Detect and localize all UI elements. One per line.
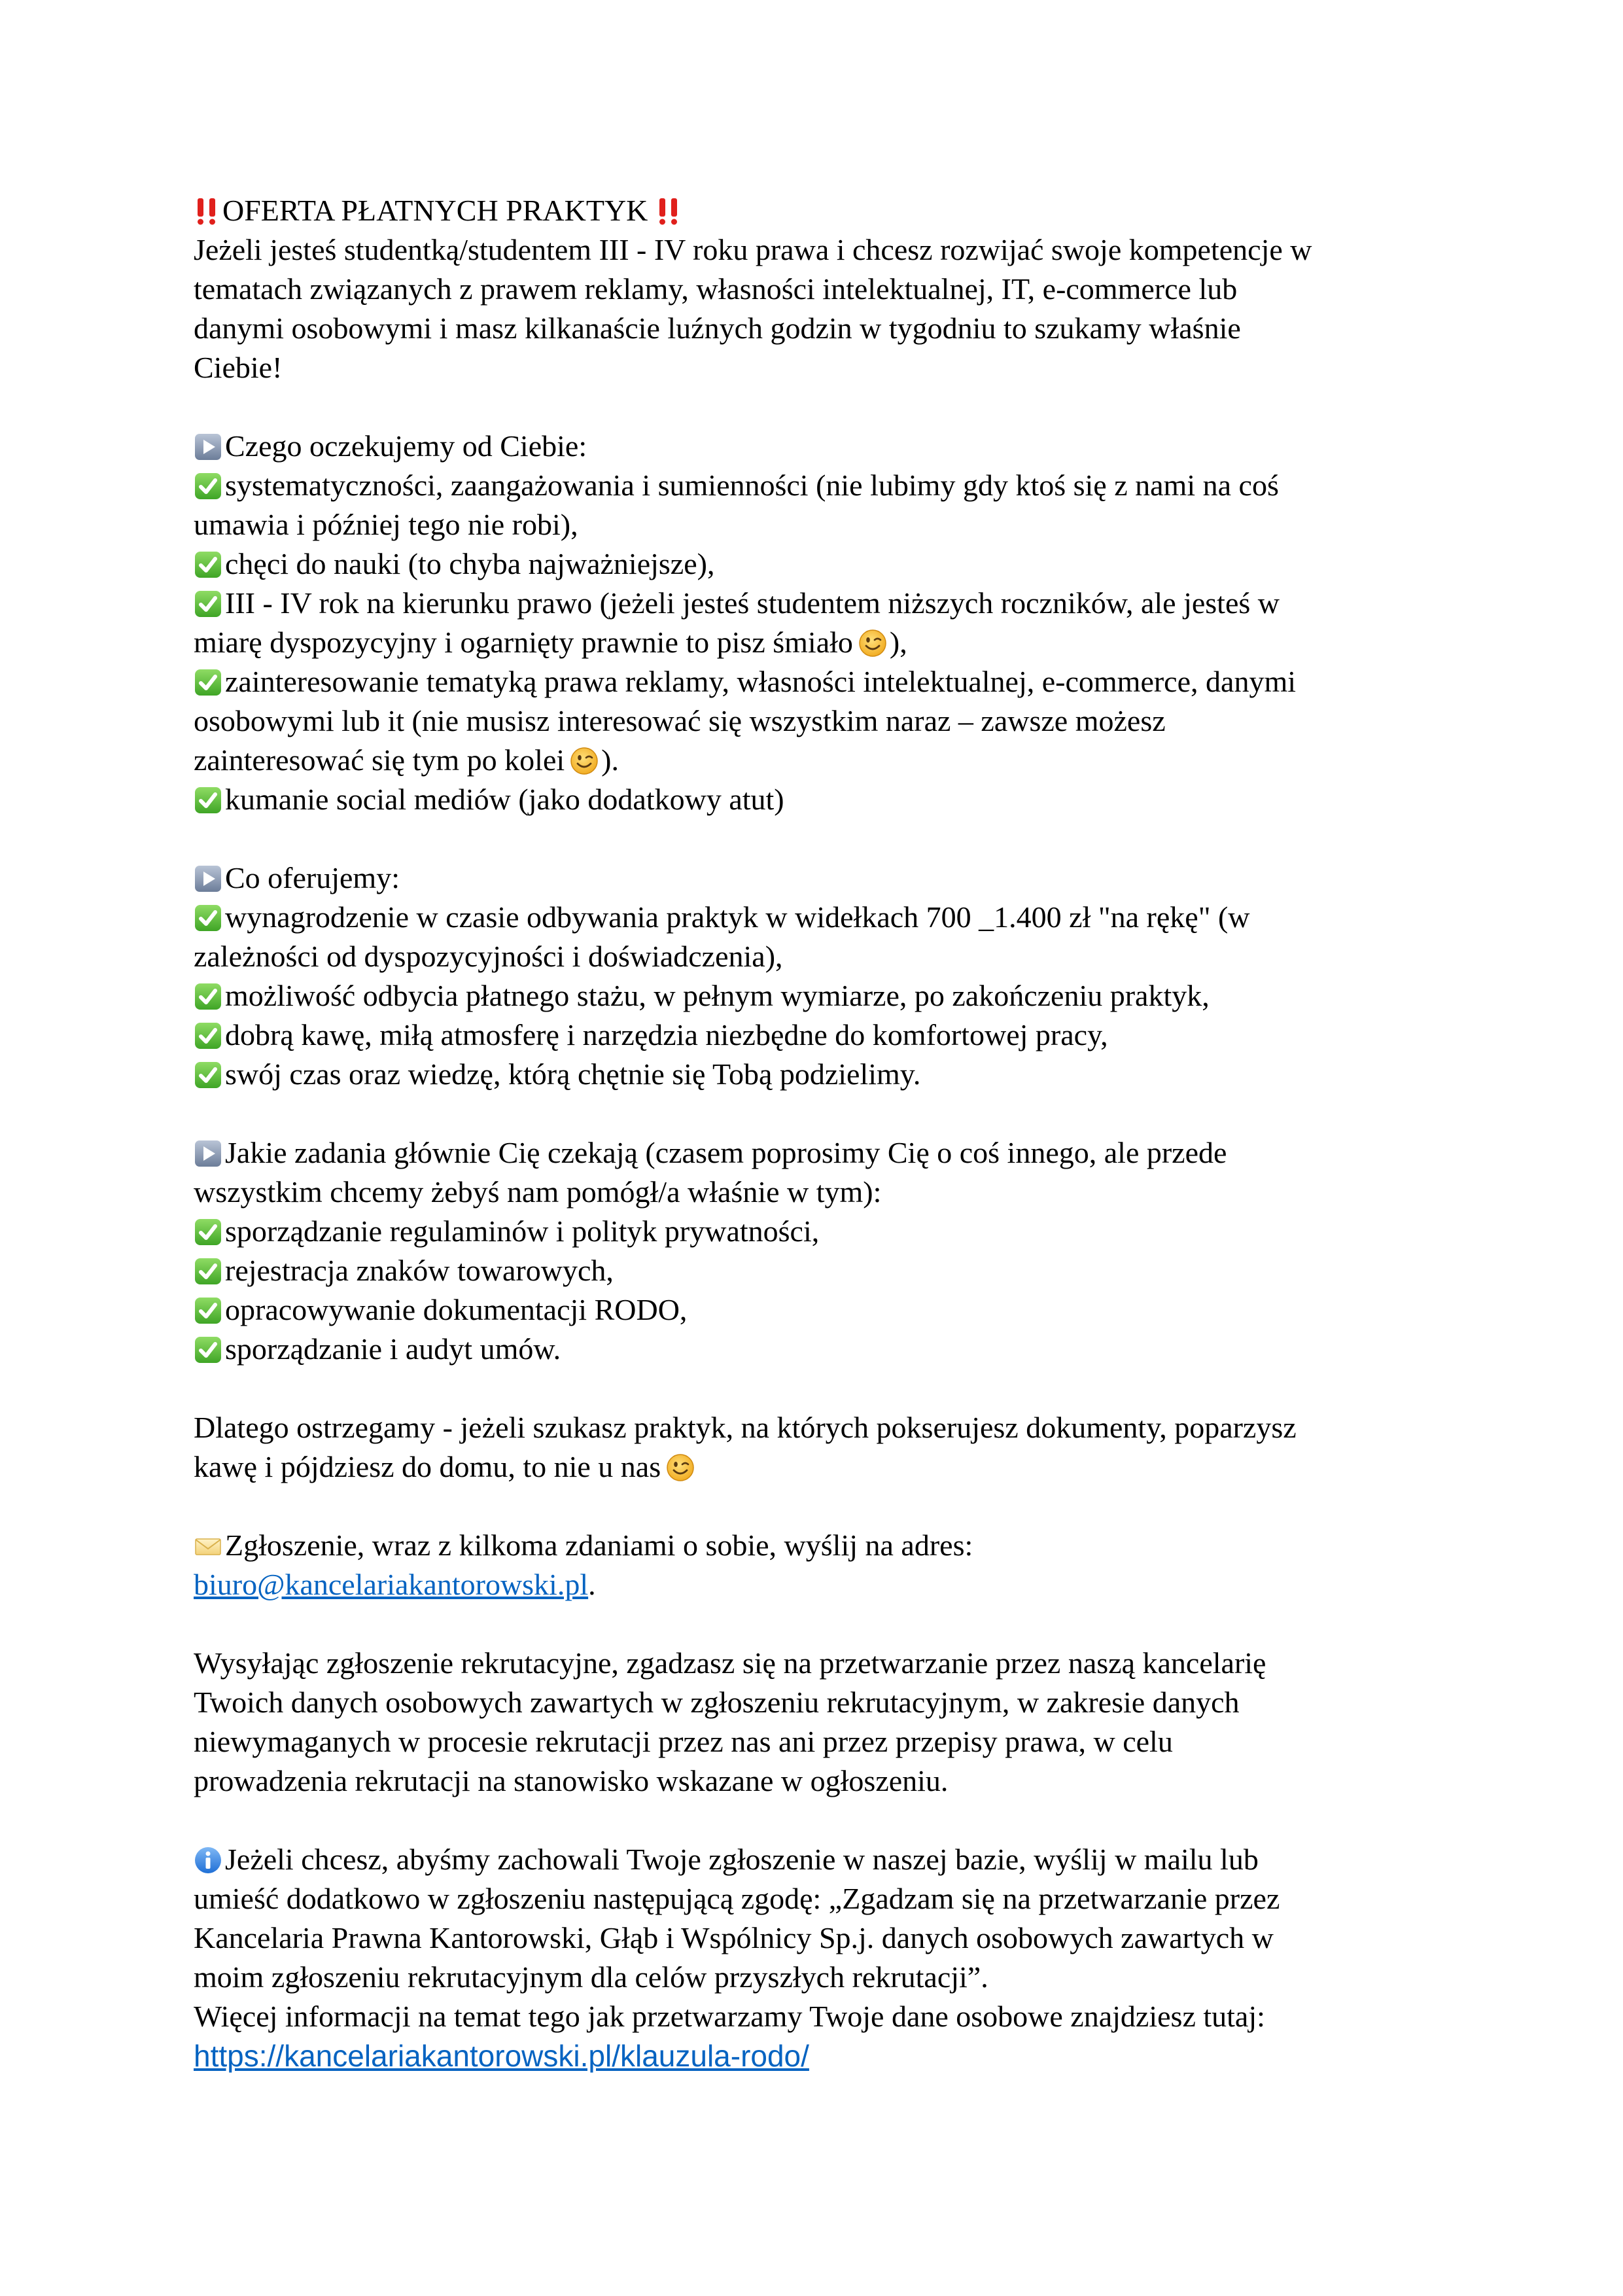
play-button-icon: [194, 864, 222, 893]
check-mark-icon: [194, 1257, 222, 1286]
intro-line: Ciebie!: [194, 351, 283, 384]
warning-line: [194, 1447, 1437, 1487]
task-item: [194, 1212, 1437, 1251]
check-mark-icon: [194, 668, 222, 697]
offer-item-continued: zależności od dyspozycyjności i doświadczenia),: [194, 940, 783, 973]
application-line: [194, 1526, 1437, 1565]
expect-item-text: zainteresowanie tematyką prawa reklamy, własności intelektualnej, e-commerce, danymi: [225, 665, 1296, 698]
consent-line: niewymaganych w procesie rekrutacji przez nas ani przez przepisy prawa, w celu: [194, 1725, 1173, 1758]
task-item-text: sporządzanie i audyt umów.: [225, 1332, 561, 1366]
offer-heading: Co oferujemy:: [225, 861, 400, 894]
consent-line: prowadzenia rekrutacji na stanowisko wskazane w ogłoszeniu.: [194, 1764, 949, 1797]
information-icon: [194, 1846, 222, 1875]
email-suffix: .: [588, 1568, 596, 1601]
winking-face-icon: [570, 747, 599, 775]
expect-item-continued: umawia i później tego nie robi),: [194, 508, 578, 541]
intro-line: tematach związanych z prawem reklamy, własności intelektualnej, IT, e-commerce lub: [194, 272, 1238, 306]
task-item: [194, 1290, 1437, 1330]
play-button-icon: [194, 1139, 222, 1168]
check-mark-icon: [194, 1335, 222, 1364]
title-line: [194, 191, 1437, 230]
expect-item: [194, 662, 1437, 701]
offer-heading-line: [194, 858, 1437, 898]
expect-item-text: III - IV rok na kierunku prawo (jeżeli jesteś studentem niższych roczników, ale jesteś w: [225, 586, 1280, 620]
expect-item: [194, 544, 1437, 584]
expect-item-continued: [194, 741, 1437, 780]
expect-item: [194, 584, 1437, 623]
check-mark-icon: [194, 550, 222, 579]
intro-line: Jeżeli jesteś studentką/studentem III - IV roku prawa i chcesz rozwijać swoje kompetencje w: [194, 233, 1312, 266]
offer-item: [194, 976, 1437, 1016]
envelope-icon: [194, 1532, 222, 1561]
application-text: Zgłoszenie, wraz z kilkoma zdaniami o sobie, wyślij na adres:: [225, 1528, 973, 1562]
check-mark-icon: [194, 472, 222, 501]
check-mark-icon: [194, 1061, 222, 1089]
expect-item-text: chęci do nauki (to chyba najważniejsze),: [225, 547, 715, 580]
warning-text: kawę i pójdziesz do domu, to nie u nas: [194, 1450, 661, 1483]
info-line: Więcej informacji na temat tego jak przetwarzamy Twoje dane osobowe znajdziesz tutaj:: [194, 2000, 1265, 2033]
offer-item: [194, 1055, 1437, 1094]
consent-line: Wysyłając zgłoszenie rekrutacyjne, zgadzasz się na przetwarzanie przez naszą kancelarię: [194, 1646, 1266, 1680]
expect-heading: Czego oczekujemy od Ciebie:: [225, 429, 587, 463]
task-item: [194, 1330, 1437, 1369]
offer-item: [194, 898, 1437, 937]
play-button-icon: [194, 433, 222, 461]
expect-item-text: ),: [889, 626, 907, 659]
expect-item-text: ).: [601, 743, 619, 777]
warning-line: Dlatego ostrzegamy - jeżeli szukasz praktyk, na których pokserujesz dokumenty, poparzysz: [194, 1411, 1297, 1444]
offer-item-text: swój czas oraz wiedzę, którą chętnie się Tobą podzielimy.: [225, 1057, 921, 1091]
intro-line: danymi osobowymi i masz kilkanaście luźnych godzin w tygodniu to szukamy właśnie: [194, 311, 1241, 345]
info-text: Jeżeli chcesz, abyśmy zachowali Twoje zgłoszenie w naszej bazie, wyślij w mailu lub: [225, 1843, 1259, 1876]
email-link[interactable]: biuro@kancelariakantorowski.pl: [194, 1568, 589, 1601]
double-exclamation-icon: [194, 197, 220, 226]
task-item-text: opracowywanie dokumentacji RODO,: [225, 1293, 688, 1326]
check-mark-icon: [194, 1021, 222, 1050]
check-mark-icon: [194, 786, 222, 815]
info-line: [194, 1840, 1437, 1879]
rodo-link-line: [194, 2036, 1437, 2076]
info-line: Kancelaria Prawna Kantorowski, Głąb i Wspólnicy Sp.j. danych osobowych zawartych w: [194, 1921, 1274, 1954]
tasks-heading-line: [194, 1133, 1437, 1173]
task-item: [194, 1251, 1437, 1290]
page-title: OFERTA PŁATNYCH PRAKTYK: [222, 194, 648, 227]
expect-heading-line: [194, 427, 1437, 466]
consent-line: Twoich danych osobowych zawartych w zgłoszeniu rekrutacyjnym, w zakresie danych: [194, 1686, 1240, 1719]
check-mark-icon: [194, 1296, 222, 1325]
offer-item: [194, 1016, 1437, 1055]
check-mark-icon: [194, 1218, 222, 1246]
expect-item-continued: [194, 623, 1437, 662]
expect-item-text: systematyczności, zaangażowania i sumienności (nie lubimy gdy ktoś się z nami na coś: [225, 468, 1279, 502]
expect-item-continued: osobowymi lub it (nie musisz interesować się wszystkim naraz – zawsze możesz: [194, 704, 1166, 737]
tasks-heading: Jakie zadania głównie Cię czekają (czasem poprosimy Cię o coś innego, ale przede: [225, 1136, 1227, 1169]
check-mark-icon: [194, 590, 222, 618]
winking-face-icon: [858, 629, 887, 658]
expect-item-text: miarę dyspozycyjny i ogarnięty prawnie to pisz śmiało: [194, 626, 853, 659]
document-page: [194, 191, 1437, 2076]
expect-item-text: zainteresować się tym po kolei: [194, 743, 565, 777]
task-item-text: rejestracja znaków towarowych,: [225, 1254, 614, 1287]
task-item-text: sporządzanie regulaminów i polityk prywatności,: [225, 1214, 820, 1248]
info-line: umieść dodatkowo w zgłoszeniu następującą zgodę: „Zgadzam się na przetwarzanie przez: [194, 1882, 1280, 1915]
rodo-link[interactable]: https://kancelariakantorowski.pl/klauzula-rodo/: [194, 2039, 809, 2073]
expect-item-text: kumanie social mediów (jako dodatkowy atut): [225, 783, 784, 816]
expect-item: [194, 466, 1437, 505]
check-mark-icon: [194, 904, 222, 932]
tasks-heading-continued: wszystkim chcemy żebyś nam pomógł/a właśnie w tym):: [194, 1175, 882, 1209]
info-line: moim zgłoszeniu rekrutacyjnym dla celów przyszłych rekrutacji”.: [194, 1960, 988, 1994]
double-exclamation-icon: [655, 197, 682, 226]
winking-face-icon: [666, 1453, 695, 1482]
offer-item-text: możliwość odbycia płatnego stażu, w pełnym wymiarze, po zakończeniu praktyk,: [225, 979, 1210, 1012]
check-mark-icon: [194, 982, 222, 1011]
email-line: [194, 1565, 1437, 1604]
expect-item: [194, 780, 1437, 819]
offer-item-text: wynagrodzenie w czasie odbywania praktyk w widełkach 700 _1.400 zł "na rękę" (w: [225, 900, 1250, 934]
offer-item-text: dobrą kawę, miłą atmosferę i narzędzia niezbędne do komfortowej pracy,: [225, 1018, 1108, 1051]
